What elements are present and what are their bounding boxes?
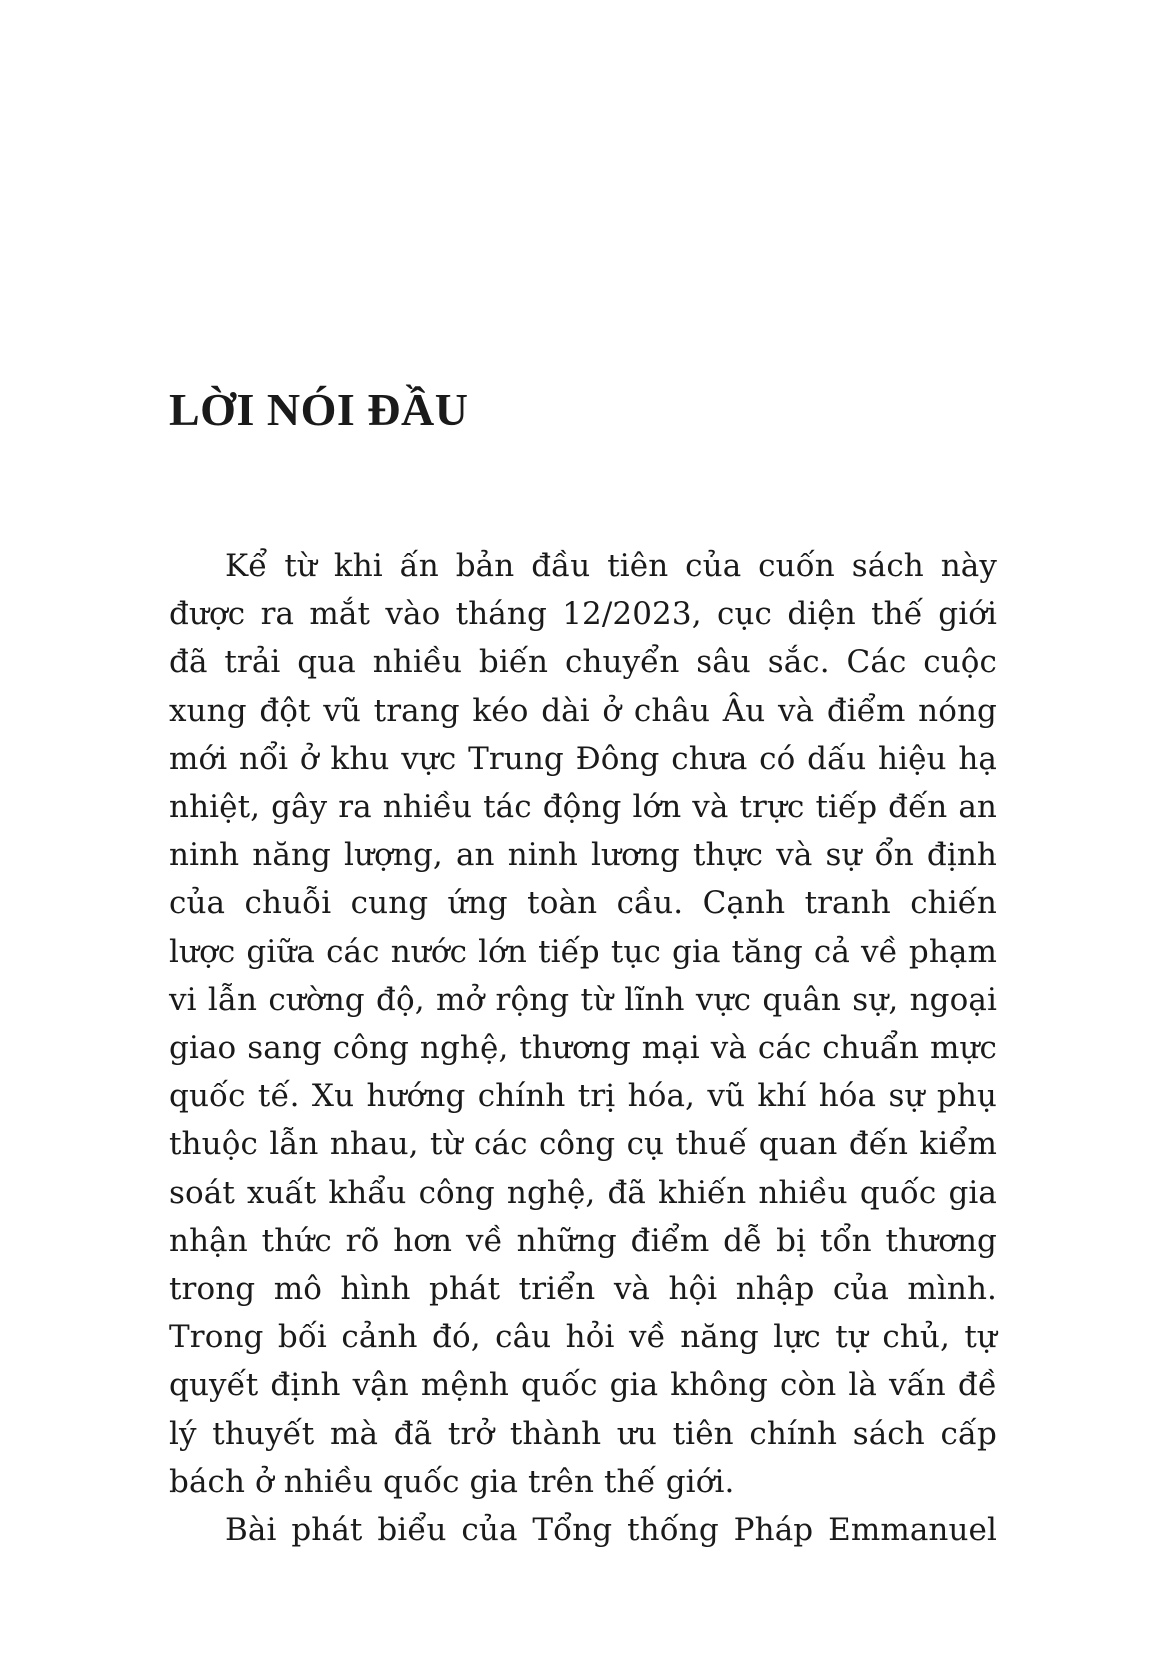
paragraph-2: Bài phát biểu của Tổng thống Pháp Emmanuel — [225, 1512, 997, 1549]
paragraph-1: Kể từ khi ấn bản đầu tiên của cuốn sách này được ra mắt vào tháng 12/2023, cục diện thế giới đã trải qua nhiều biến chuyển sâu sắc. Các cuộc xung đột vũ trang kéo dài ở châu Âu và điểm nóng mới nổi ở khu vực Trung Đông chưa có dấu hiệu hạ nhiệt, gây ra nhiều tác động lớn và trực tiếp đến an ninh năng lượng, an ninh lương thực và sự ổn định của chuỗi cung ứng toàn cầu. Cạnh tranh chiến lược giữa các nước lớn tiếp tục gia tăng cả về phạm vi lẫn cường độ, mở rộng từ lĩnh vực quân sự, ngoại giao sang công nghệ, thương mại và các chuẩn mực quốc tế. Xu hướng chính trị hóa, vũ khí hóa sự phụ thuộc lẫn nhau, từ các công cụ thuế quan đến kiểm soát xuất khẩu công nghệ, đã khiến nhiều quốc gia nhận thức rõ hơn về những điểm dễ bị tổn thương trong mô hình phát triển và hội nhập của mình. Trong bối cảnh đó, câu hỏi về năng lực tự chủ, tự quyết định vận mệnh quốc gia không còn là vấn đề lý thuyết mà đã trở thành ưu tiên chính sách cấp bách ở nhiều quốc gia trên thế giới. — [169, 548, 997, 1500]
body-text — [169, 542, 997, 1554]
chapter-heading: LỜI NÓI ĐẦU — [169, 384, 469, 435]
